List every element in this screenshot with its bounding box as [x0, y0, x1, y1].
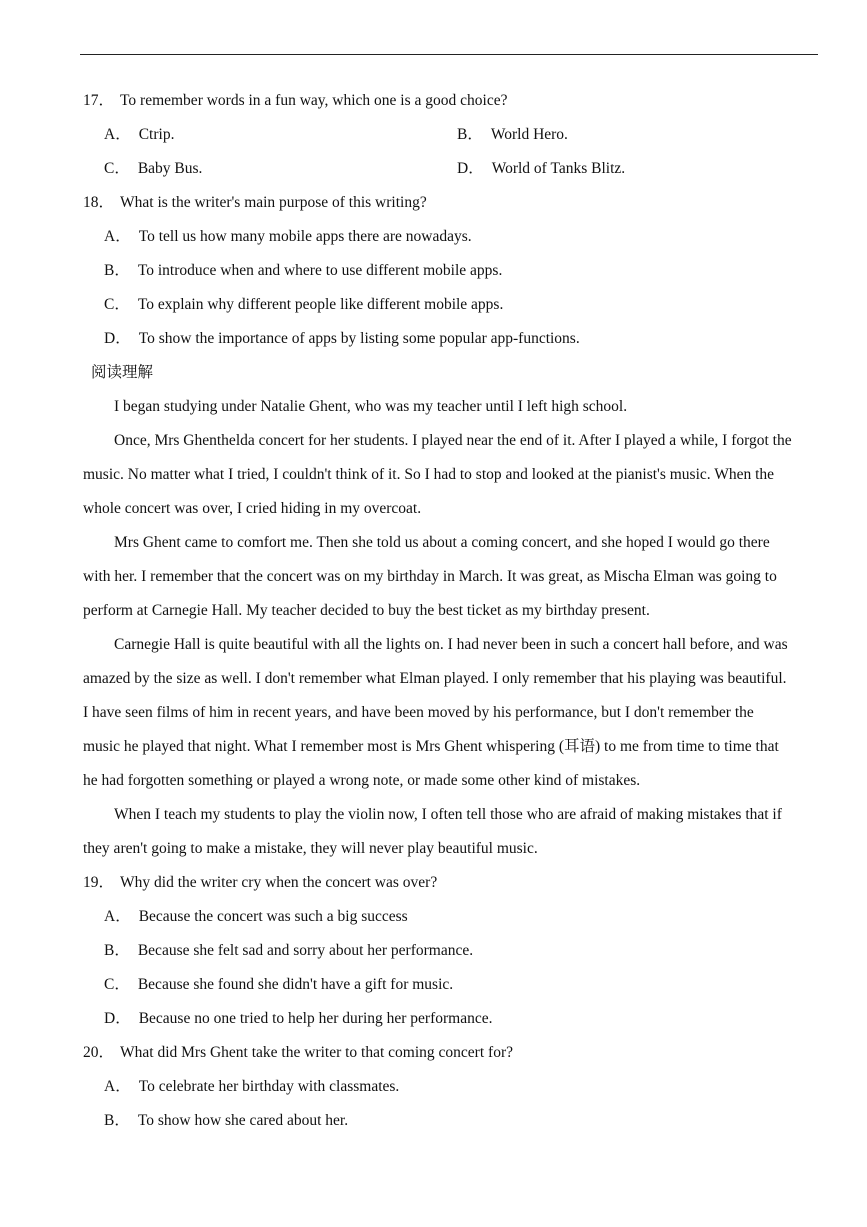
page-content — [0, 84, 867, 1138]
question-number: 20． — [83, 1044, 115, 1061]
option-d: D． World of Tanks Blitz. — [457, 160, 626, 177]
passage-line: Once, Mrs Ghenthelda concert for her students. I played near the end of it. After I played a while, I forgot the — [114, 432, 792, 449]
option-a: A． Ctrip. — [104, 126, 175, 143]
passage-line: I have seen films of him in recent years, and have been moved by his performance, but I don't remember the — [83, 704, 754, 721]
passage-line: they aren't going to make a mistake, they will never play beautiful music. — [83, 840, 538, 857]
passage-line: Mrs Ghent came to comfort me. Then she told us about a coming concert, and she hoped I would go there — [114, 534, 770, 551]
option-d: D． To show the importance of apps by listing some popular app-functions. — [104, 330, 580, 347]
option-d: D． Because no one tried to help her during her performance. — [104, 1010, 493, 1027]
option-a: A． To tell us how many mobile apps there are nowadays. — [104, 228, 472, 245]
passage-line: perform at Carnegie Hall. My teacher decided to buy the best ticket as my birthday present. — [83, 602, 650, 619]
option-a: A． Because the concert was such a big success — [104, 908, 408, 925]
passage-line: music he played that night. What I remember most is Mrs Ghent whispering (耳语) to me from time to time that — [83, 738, 779, 755]
option-b: B． World Hero. — [457, 126, 568, 143]
section-label: 阅读理解 — [91, 364, 154, 381]
question-text: Why did the writer cry when the concert was over? — [120, 874, 438, 891]
option-row — [0, 152, 867, 186]
option-a: A． To celebrate her birthday with classmates. — [104, 1078, 400, 1095]
passage-line: with her. I remember that the concert was on my birthday in March. It was great, as Mischa Elman was going to — [83, 568, 777, 585]
option-c: C． To explain why different people like different mobile apps. — [104, 296, 504, 313]
option-c: C． Baby Bus. — [104, 160, 203, 177]
passage-line: music. No matter what I tried, I couldn't think of it. So I had to stop and looked at the pianist's music. When the — [83, 466, 775, 483]
question-text: What is the writer's main purpose of this writing? — [120, 194, 427, 211]
option-b: B． Because she felt sad and sorry about her performance. — [104, 942, 474, 959]
question-text: To remember words in a fun way, which one is a good choice? — [120, 92, 508, 109]
passage-line: When I teach my students to play the violin now, I often tell those who are afraid of making mistakes that if — [114, 806, 782, 823]
passage-line: he had forgotten something or played a wrong note, or made some other kind of mistakes. — [83, 772, 641, 789]
question-17 — [0, 84, 867, 118]
option-b: B． To introduce when and where to use different mobile apps. — [104, 262, 503, 279]
question-19 — [0, 866, 867, 900]
option-c: C． Because she found she didn't have a gift for music. — [104, 976, 454, 993]
question-18 — [0, 186, 867, 220]
header-rule — [80, 54, 818, 55]
passage-line: whole concert was over, I cried hiding in my overcoat. — [83, 500, 422, 517]
passage-line: I began studying under Natalie Ghent, who was my teacher until I left high school. — [114, 398, 628, 415]
question-text: What did Mrs Ghent take the writer to that coming concert for? — [120, 1044, 513, 1061]
passage-line: Carnegie Hall is quite beautiful with all the lights on. I had never been in such a concert hall before, and was — [114, 636, 788, 653]
option-b: B． To show how she cared about her. — [104, 1112, 349, 1129]
question-20 — [0, 1036, 867, 1070]
passage-line: amazed by the size as well. I don't remember what Elman played. I only remember that his playing was beautiful. — [83, 670, 787, 687]
question-number: 19． — [83, 874, 115, 891]
option-row — [0, 118, 867, 152]
question-number: 18． — [83, 194, 115, 211]
question-number: 17． — [83, 92, 115, 109]
